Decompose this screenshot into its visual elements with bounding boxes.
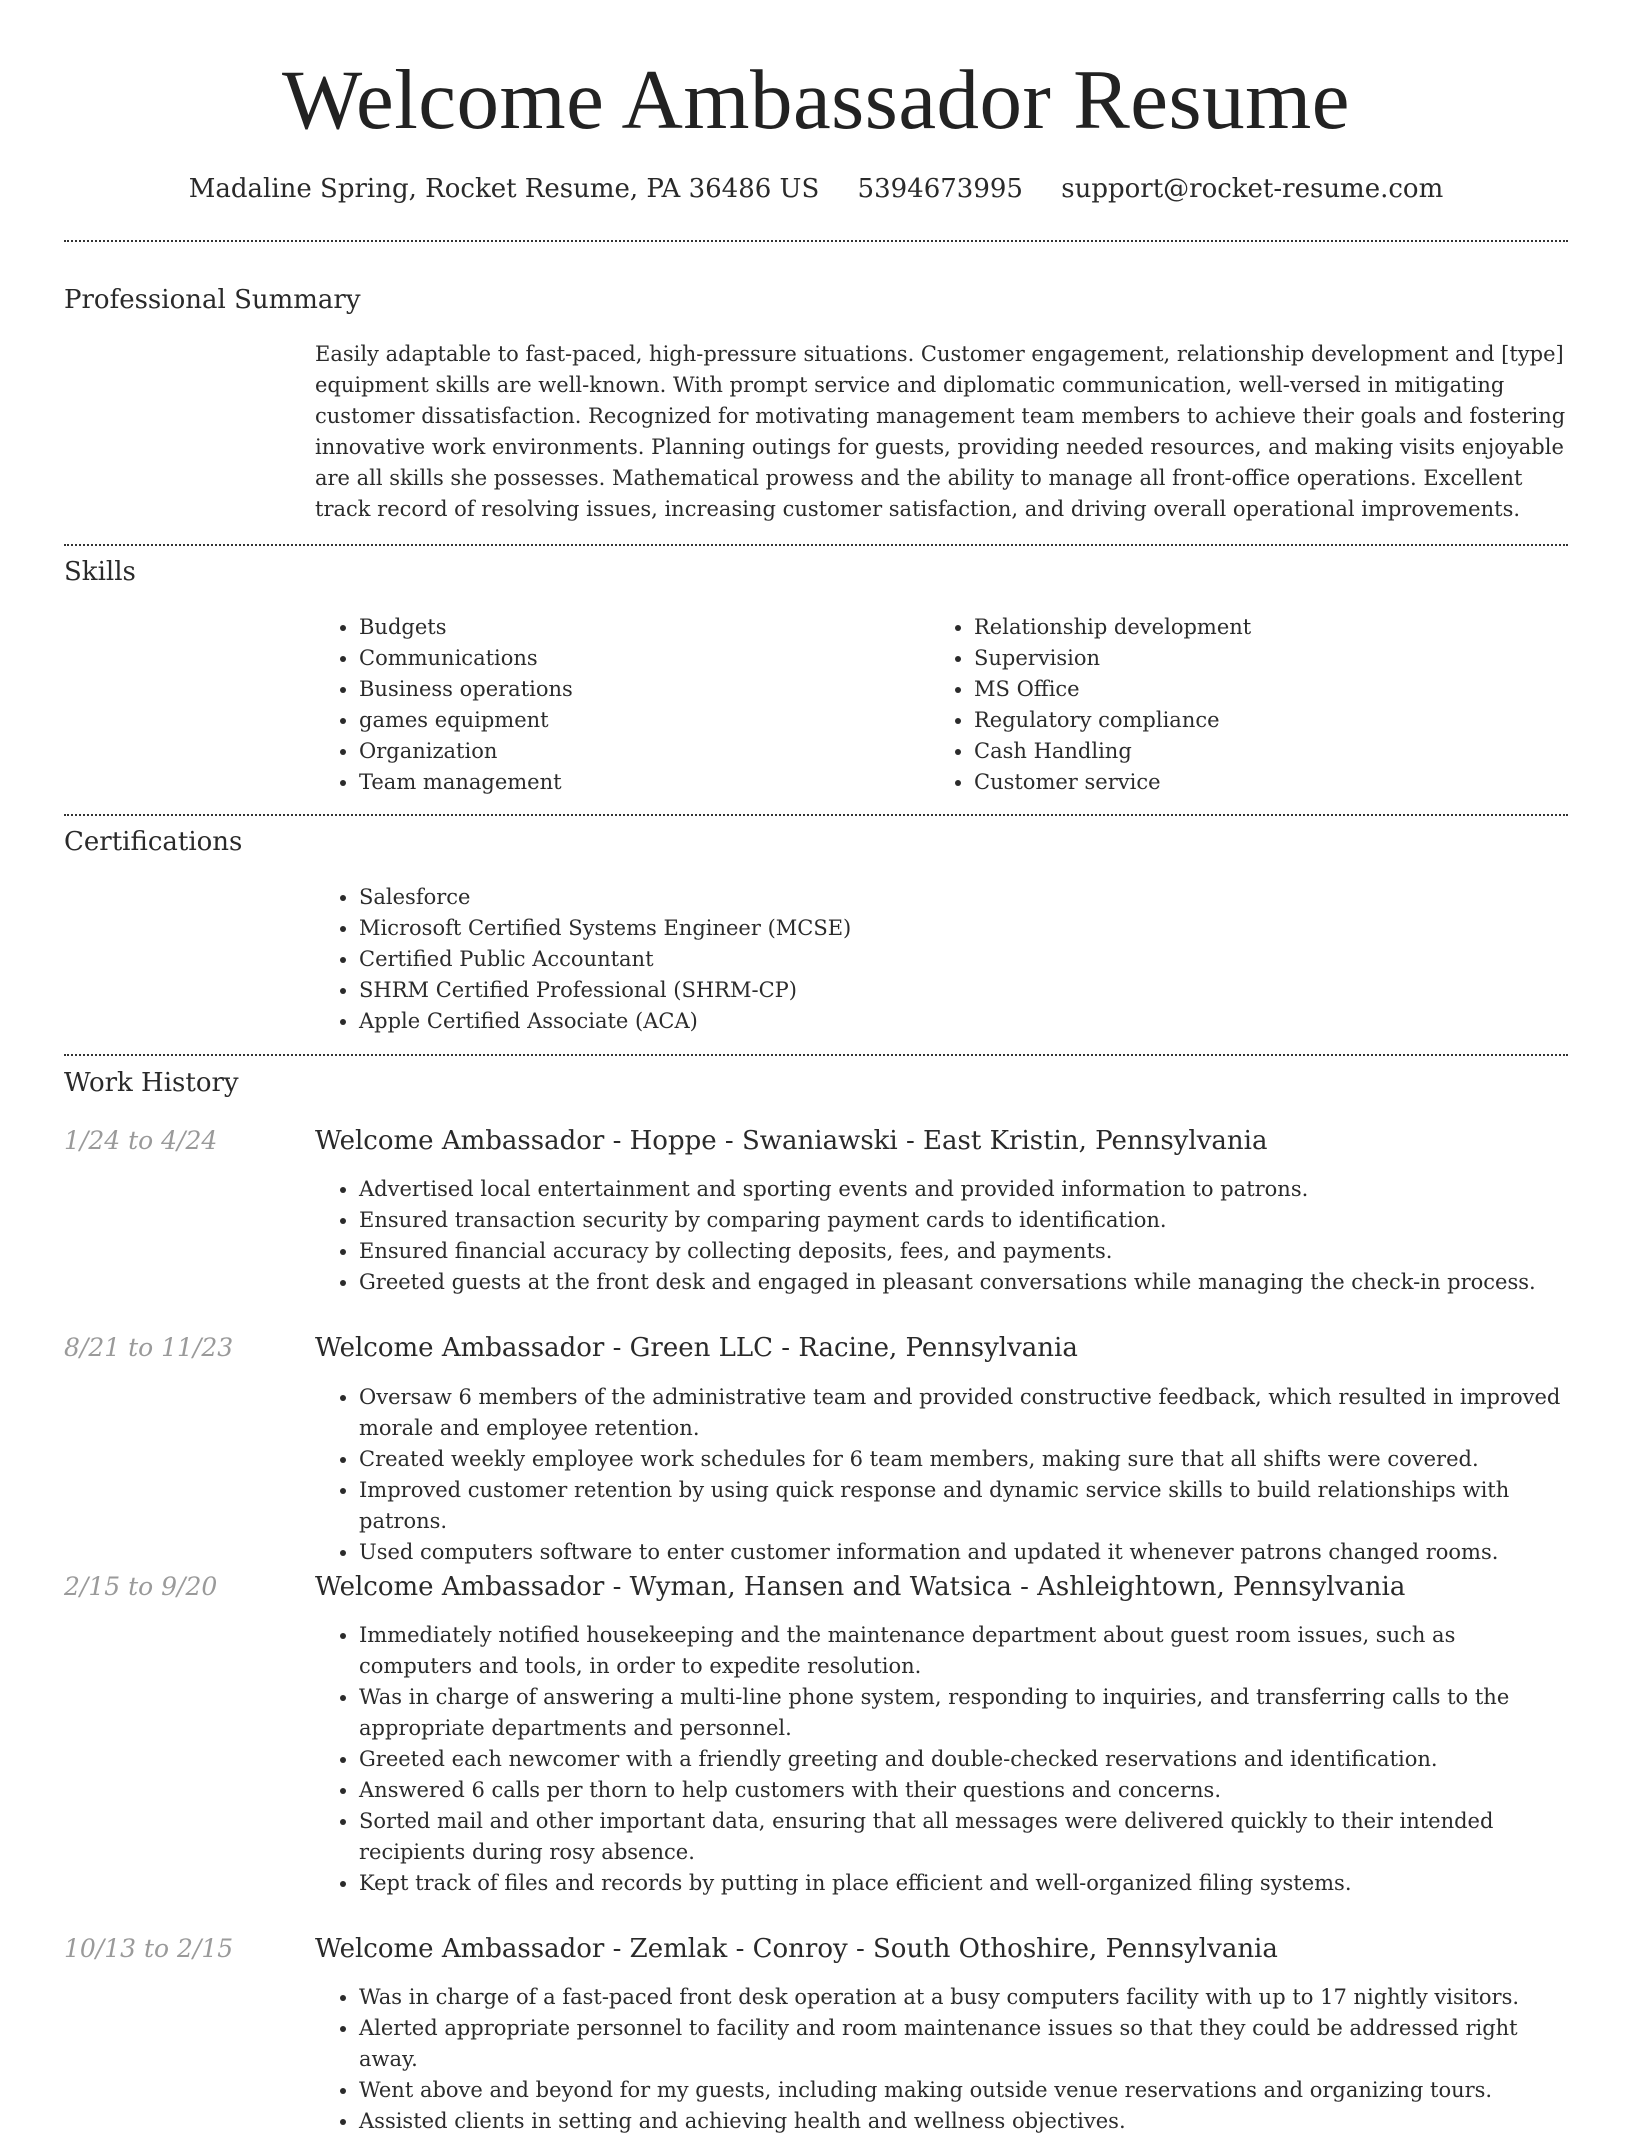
contact-address: Madaline Spring, Rocket Resume, PA 36486 US bbox=[188, 174, 820, 204]
certifications-list bbox=[315, 882, 1570, 1037]
job-bullet: • Greeted guests at the front desk and engaged in pleasant conversations while managing the check-in process. bbox=[359, 1267, 1570, 1298]
job-bullet: • Alerted appropriate personnel to facility and room maintenance issues so that they could be addressed right away. bbox=[359, 2013, 1570, 2075]
skill-item: • Relationship development bbox=[974, 612, 1574, 643]
section-divider bbox=[64, 814, 1568, 816]
job-bullet: • Assisted clients in setting and achieving health and wellness objectives. bbox=[359, 2106, 1570, 2137]
job-bullets bbox=[315, 1982, 1570, 2137]
job-bullet: • Sorted mail and other important data, ensuring that all messages were delivered quickly to their intended recipients during rosy absence. bbox=[359, 1806, 1570, 1868]
job-dates: 2/15 to 9/20 bbox=[64, 1572, 218, 1601]
job-bullets bbox=[315, 1620, 1570, 1899]
job-title: Welcome Ambassador - Wyman, Hansen and Watsica - Ashleightown, Pennsylvania bbox=[315, 1572, 1406, 1602]
job-bullet: • Was in charge of answering a multi-line phone system, responding to inquiries, and transferring calls to the appropriate departments and personnel. bbox=[359, 1682, 1570, 1744]
section-divider bbox=[64, 544, 1568, 546]
job-dates: 8/21 to 11/23 bbox=[64, 1333, 234, 1362]
contact-email: support@rocket-resume.com bbox=[1061, 174, 1444, 204]
job-title: Welcome Ambassador - Green LLC - Racine, Pennsylvania bbox=[315, 1333, 1078, 1363]
contact-phone: 5394673995 bbox=[857, 174, 1023, 204]
job-bullet: • Kept track of files and records by putting in place efficient and well-organized filing systems. bbox=[359, 1868, 1570, 1899]
skill-item: • Supervision bbox=[974, 643, 1574, 674]
skill-item: • Communications bbox=[359, 643, 919, 674]
job-bullet: • Ensured financial accuracy by collecting deposits, fees, and payments. bbox=[359, 1236, 1570, 1267]
job-bullet: • Immediately notified housekeeping and the maintenance department about guest room issues, such as computers and tools, in order to expedite resolution. bbox=[359, 1620, 1570, 1682]
section-title-summary: Professional Summary bbox=[64, 285, 361, 315]
job-bullet: • Went above and beyond for my guests, including making outside venue reservations and organizing tours. bbox=[359, 2075, 1570, 2106]
skill-item: • games equipment bbox=[359, 705, 919, 736]
section-title-work-history: Work History bbox=[64, 1068, 239, 1098]
job-dates: 10/13 to 2/15 bbox=[64, 1934, 234, 1963]
job-bullet: • Was in charge of a fast-paced front desk operation at a busy computers facility with up to 17 nightly visitors. bbox=[359, 1982, 1570, 2013]
summary-text: Easily adaptable to fast-paced, high-pressure situations. Customer engagement, relationship development and [type] equipment skills are well-known. With prompt service and diplomatic communication, well-versed in mitigating customer dissatisfaction. Recognized for motivating management team members to achieve their goals and fostering innovative work environments. Planning outings for guests, providing needed resources, and making visits enjoyable are all skills she possesses. Mathematical prowess and the ability to manage all front-office operations. Excellent track record of resolving issues, increasing customer satisfaction, and driving overall operational improvements. bbox=[315, 342, 1566, 521]
job-bullet: • Used computers software to enter customer information and updated it whenever patrons changed rooms. bbox=[359, 1537, 1570, 1568]
job-bullet: • Ensured transaction security by comparing payment cards to identification. bbox=[359, 1205, 1570, 1236]
skill-item: • Regulatory compliance bbox=[974, 705, 1574, 736]
job-bullets bbox=[315, 1174, 1570, 1298]
skill-item: • Customer service bbox=[974, 767, 1574, 798]
certification-item: • SHRM Certified Professional (SHRM-CP) bbox=[359, 975, 1570, 1006]
skills-list-right bbox=[930, 612, 1574, 798]
certification-item: • Microsoft Certified Systems Engineer (MCSE) bbox=[359, 913, 1570, 944]
certification-item: • Salesforce bbox=[359, 882, 1570, 913]
resume-title: Welcome Ambassador Resume bbox=[282, 53, 1350, 147]
job-bullet: • Improved customer retention by using quick response and dynamic service skills to build relationships with patrons. bbox=[359, 1475, 1570, 1537]
skill-item: • Organization bbox=[359, 736, 919, 767]
skill-item: • MS Office bbox=[974, 674, 1574, 705]
job-bullet: • Advertised local entertainment and sporting events and provided information to patrons. bbox=[359, 1174, 1570, 1205]
job-title: Welcome Ambassador - Hoppe - Swaniawski - East Kristin, Pennsylvania bbox=[315, 1126, 1268, 1156]
job-bullet: • Greeted each newcomer with a friendly greeting and double-checked reservations and identification. bbox=[359, 1744, 1570, 1775]
job-title: Welcome Ambassador - Zemlak - Conroy - South Othoshire, Pennsylvania bbox=[315, 1934, 1278, 1964]
job-bullet: • Answered 6 calls per thorn to help customers with their questions and concerns. bbox=[359, 1775, 1570, 1806]
contact-line bbox=[0, 172, 1632, 206]
job-bullets bbox=[315, 1382, 1570, 1568]
section-divider bbox=[64, 1054, 1568, 1056]
section-divider bbox=[64, 240, 1568, 242]
skills-list-left bbox=[315, 612, 919, 798]
job-bullet: • Oversaw 6 members of the administrative team and provided constructive feedback, which resulted in improved morale and employee retention. bbox=[359, 1382, 1570, 1444]
certification-item: • Certified Public Accountant bbox=[359, 944, 1570, 975]
section-title-certifications: Certifications bbox=[64, 827, 243, 857]
section-title-skills: Skills bbox=[64, 557, 136, 587]
job-bullet: • Created weekly employee work schedules for 6 team members, making sure that all shifts were covered. bbox=[359, 1444, 1570, 1475]
skill-item: • Business operations bbox=[359, 674, 919, 705]
certification-item: • Apple Certified Associate (ACA) bbox=[359, 1006, 1570, 1037]
skill-item: • Team management bbox=[359, 767, 919, 798]
skill-item: • Cash Handling bbox=[974, 736, 1574, 767]
job-dates: 1/24 to 4/24 bbox=[64, 1126, 218, 1155]
skill-item: • Budgets bbox=[359, 612, 919, 643]
